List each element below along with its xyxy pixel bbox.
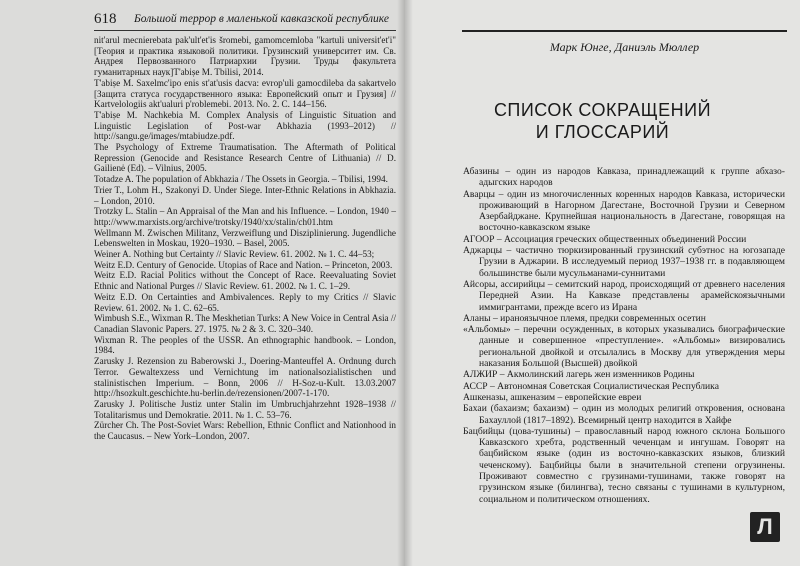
- glossary-entry: Бахаи (бахаизм; бахаизм) – один из молодых религий откровения, основана Бахауллой (1817–1892). Всемирный центр находится в Хайфе: [463, 403, 785, 426]
- bibliography-entry: Trier T., Lohm H., Szakonyi D. Under Siege. Inter-Ethnic Relations in Abkhazia. – London, 2010.: [94, 184, 396, 206]
- bibliography-entry: Zürcher Ch. The Post-Soviet Wars: Rebellion, Ethnic Conflict and Nationhood in the Caucasus. – New York–London, 2007.: [94, 420, 396, 442]
- glossary-entry: Ашкеназы, ашкеназим – европейские евреи: [463, 391, 642, 403]
- bibliography-entry: Wellmann M. Zwischen Militanz, Verzweiflung und Disziplinierung. Jugendliche Lebenswelten in Moskau, 1920–1930. – Basel, 2005.: [94, 227, 396, 249]
- bibliography-entry: Weitz E.D. Century of Genocide. Utopias of Race and Nation. – Princeton, 2003.: [94, 259, 393, 270]
- bibliography-entry: The Psychology of Extreme Traumatisation. The Aftermath of Political Repression (Genocide and Resistance Research Centre of Lithuania) // D. Gailienė (Ed). – Vilnius, 2005.: [94, 142, 396, 174]
- bibliography-entry: Weitz E.D. On Certainties and Ambivalences. Reply to my Critics // Slavic Review. 61. 2002. № 1. С. 62–65.: [94, 291, 396, 313]
- section-title-line-2: И ГЛОССАРИЙ: [535, 122, 670, 142]
- bibliography-entry: Totadze A. The population of Abkhazia / The Ossets in Georgia. – Tbilisi, 1994.: [94, 174, 388, 185]
- running-head-right: Марк Юнге, Даниэль Мюллер: [549, 40, 700, 54]
- bibliography-entry: Weiner A. Nothing but Certainty // Slavic Review. 61. 2002. № 1. С. 44–53;: [94, 249, 375, 260]
- section-title: [405, 99, 800, 143]
- glossary-entry: Айсоры, ассирийцы – семитский народ, происходящий от древнего населения Передней Азии. На Кавказе представлены арамейскоязычными иммигрантами, прежде всего из Ирана: [463, 278, 785, 313]
- bibliography-entry: Wimbush S.E., Wixman R. The Meskhetian Turks: A New Voice in Central Asia // Canadian Slavonic Papers. 27. 1975. № 2 & 3. С. 320–340.: [94, 313, 397, 334]
- glossary-entry: «Альбомы» – перечни осужденных, в которых указывались биографические данные и совершенное «преступление». «Альбомы» визировались региональной двойкой и отсылались в Москву для утверждения меры наказания Большой (Высшей) двойкой: [463, 324, 785, 370]
- bibliography-entry: T'abiṣe M. Nachkebia M. Complex Analysis of Linguistic Situation and Linguistic Legislation of Post-war Abkhazia (1993–2012) // http://sangu.ge/images/mtabiudze.pdf.: [94, 109, 396, 142]
- glossary-entry: Аланы – ираноязычное племя, предки современных осетин: [463, 312, 706, 324]
- glossary-entry: Абазины – один из народов Кавказа, принадлежащий к группе абхазо-адыгских народов: [463, 166, 785, 189]
- glossary-entry: АССР – Автономная Советская Социалистическая Республика: [463, 380, 719, 392]
- glossary-entry: АЛЖИР – Акмолинский лагерь жен изменников Родины: [463, 369, 695, 381]
- bibliography-list: [94, 35, 396, 442]
- running-head-left: Большой террор в маленькой кавказской республике: [134, 13, 390, 25]
- glossary-list: [463, 166, 785, 505]
- bibliography-entry: Wixman R. The peoples of the USSR. An ethnographic handbook. – London, 1984.: [94, 334, 396, 356]
- right-page: [405, 0, 800, 566]
- bibliography-entry: T'abiṣe M. Saxelmc'ipo enis st'at'usis dacva: evrop'uli gamocdileba da sakartvelo [Защита статуса государственного языка: Европейский опыт и Грузия] // Kartvelologiis akt'ualuri p'roblemebi. 2013. No. 2. С. 144–156.: [94, 77, 396, 110]
- publisher-logo: Л: [750, 512, 780, 542]
- glossary-entry: Аджарцы – частично тюркизированный грузинский субэтнос на югозападе Грузии в Аджарии. В исследуемый период 1937–1938 гг. в подавляющем большинстве были мусульманами-суннитами: [463, 245, 785, 279]
- glossary-entry: Бацбийцы (цова-тушины) – православный народ южного склона Большого Кавказского хребта, родственный чеченцам и ингушам. Говорят на бацбийском языке (один из восточно-кавказских языков, близкий чеченскому). Бацбийцы были в значительной степени огрузинены. Проживают совместно с грузинами-тушинами, также говорят на грузинском языке (билингва), тесно связаны с тушинами в культурном, социальном и политическом отношениях.: [463, 425, 785, 505]
- page-number: 618: [94, 11, 117, 27]
- glossary-entry: АГООР – Ассоциация греческих общественных объединений России: [463, 233, 747, 245]
- left-page-header: [94, 8, 396, 31]
- bibliography-entry: Weitz E.D. Racial Politics without the Concept of Race. Reevaluating Soviet Ethnic and National Purges // Slavic Review. 61. 2002. № 1. С. 1–29.: [94, 270, 396, 292]
- bibliography-entry: Trotzky L. Stalin – An Appraisal of the Man and his Influence. – London, 1940 – http://www.marxists.org/archive/trotsky/1940/xx/stalin/ch01.htm: [94, 206, 396, 227]
- section-title-line-1: СПИСОК СОКРАЩЕНИЙ: [493, 100, 712, 120]
- bibliography-entry: nit'arul mecnierebata pak'ult'et'is šromebi, gamomcemloba "kartuli universit'et'i" [Теория и практика языковой политики. Грузинский университет им. Св. Андрея Первозванного Патриархии Грузии. Труды факультета гуманитарных наук]T'abiṣe M. Tbilisi, 2014.: [94, 35, 396, 78]
- bibliography-entry: Zarusky J. Rezension zu Baberowski J., Doering-Manteuffel A. Ordnung durch Terror. Gewaltexzess und Vernichtung im nationalsozialistischen und stalinistischen Imperium. – Bonn, 2006 // H-Soz-u-Kult. 13.03.2007 http://hsozkult.geschichte.hu-berlin.de/rezensionen/2007-1-170.: [94, 356, 396, 399]
- right-page-header: [462, 30, 787, 54]
- glossary-entry: Аварцы – один из многочисленных коренных народов Кавказа, исторически проживающий в Нагорном Дагестане, Восточной Грузии и Северном Азербайджане. Крупнейшая национальность в Дагестане, говорящая на восточно-кавказском языке: [463, 188, 785, 234]
- book-gutter: [397, 0, 413, 566]
- bibliography-entry: Zarusky J. Politische Justiz unter Stalin im Umbruchjahrzehnt 1928–1938 // Totalitarismus und Demokratie. 2011. № 1. С. 53–76.: [94, 398, 396, 420]
